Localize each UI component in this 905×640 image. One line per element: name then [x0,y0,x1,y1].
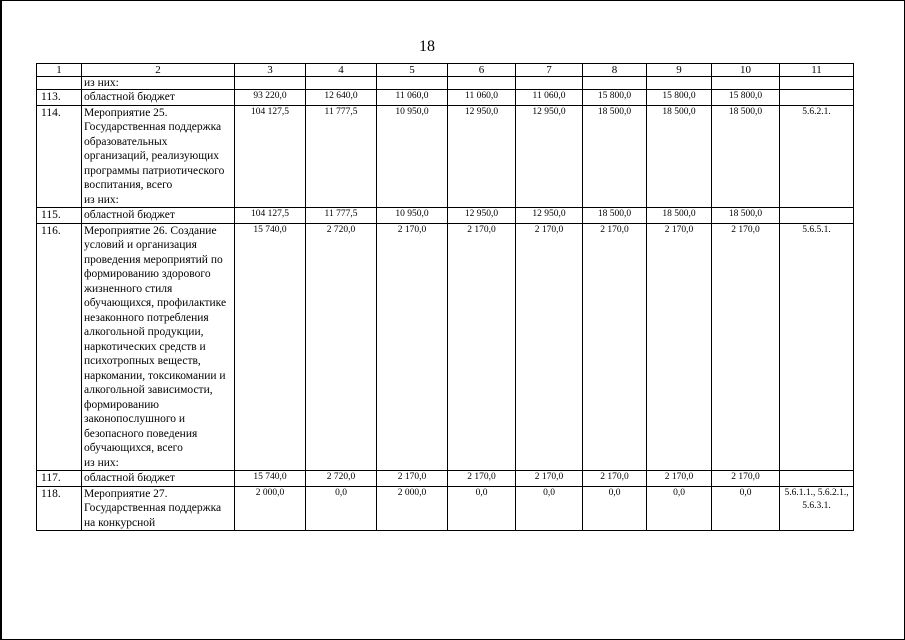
value-cell: 0,0 [647,486,712,531]
row-name: Мероприятие 27. Государственная поддержка на конкурсной [82,486,235,531]
value-cell: 11 060,0 [448,90,516,106]
column-header: 3 [235,64,306,77]
code-cell [780,471,854,487]
value-cell: 2 170,0 [377,223,448,471]
code-cell: 5.6.5.1. [780,223,854,471]
value-cell: 12 640,0 [306,90,377,106]
value-cell: 15 800,0 [712,90,780,106]
row-name: областной бюджет [82,90,235,106]
value-cell: 18 500,0 [647,105,712,208]
row-number: 117. [37,471,82,487]
row-subheader: из них: [84,456,119,469]
row-number: 113. [37,90,82,106]
column-header: 5 [377,64,448,77]
column-header: 1 [37,64,82,77]
value-cell: 12 950,0 [448,105,516,208]
column-header: 7 [516,64,583,77]
value-cell: 2 000,0 [377,486,448,531]
code-cell: 5.6.2.1. [780,105,854,208]
column-header: 2 [82,64,235,77]
page-number: 18 [419,38,435,55]
value-cell: 2 170,0 [647,471,712,487]
value-cell: 2 170,0 [448,223,516,471]
table-row [37,77,854,90]
value-cell: 0,0 [448,486,516,531]
value-cell: 15 740,0 [235,471,306,487]
subheader-text: из них: [82,77,235,90]
value-cell: 18 500,0 [583,105,647,208]
column-header: 10 [712,64,780,77]
code-cell [780,90,854,106]
value-cell: 0,0 [516,486,583,531]
value-cell: 2 170,0 [583,471,647,487]
row-name-cell [82,105,235,208]
table-row [37,90,854,106]
value-cell: 2 170,0 [516,471,583,487]
value-cell: 2 170,0 [712,471,780,487]
code-cell: 5.6.1.1., 5.6.2.1., 5.6.3.1. [780,486,854,531]
value-cell: 0,0 [712,486,780,531]
value-cell: 12 950,0 [516,208,583,224]
row-name: Мероприятие 25. Государственная поддержка образовательных организаций, реализующих программы патриотического воспитания, всего [84,106,225,191]
value-cell: 12 950,0 [516,105,583,208]
row-name: Мероприятие 26. Создание условий и организация проведения мероприятий по формированию здорового жизненного стиля обучающихся, профилактике незаконного потребления алкогольной продукции, наркотических средств и психотропных веществ, наркомании, токсикомании и алкогольной зависимости, формированию законопослушного и безопасного поведения обучающихся, всего [84,224,227,454]
value-cell: 11 777,5 [306,105,377,208]
value-cell: 2 170,0 [583,223,647,471]
table-row [37,208,854,224]
value-cell: 18 500,0 [712,105,780,208]
value-cell: 93 220,0 [235,90,306,106]
value-cell: 15 800,0 [583,90,647,106]
value-cell: 0,0 [306,486,377,531]
row-number: 118. [37,486,82,531]
value-cell: 2 000,0 [235,486,306,531]
value-cell: 2 720,0 [306,223,377,471]
column-header: 9 [647,64,712,77]
row-name: областной бюджет [82,208,235,224]
value-cell: 2 170,0 [712,223,780,471]
value-cell: 18 500,0 [712,208,780,224]
value-cell: 2 170,0 [377,471,448,487]
table-row [37,471,854,487]
scan-edge [0,0,2,640]
row-number: 116. [37,223,82,471]
row-subheader: из них: [84,193,119,206]
value-cell: 15 800,0 [647,90,712,106]
value-cell: 11 060,0 [377,90,448,106]
row-name-cell [82,223,235,471]
table-row [37,105,854,208]
value-cell: 12 950,0 [448,208,516,224]
row-number: 115. [37,208,82,224]
header-row [37,64,854,77]
row-name: областной бюджет [82,471,235,487]
value-cell: 18 500,0 [647,208,712,224]
value-cell: 2 170,0 [647,223,712,471]
value-cell: 11 777,5 [306,208,377,224]
value-cell: 2 170,0 [516,223,583,471]
value-cell: 15 740,0 [235,223,306,471]
value-cell: 18 500,0 [583,208,647,224]
row-number: 114. [37,105,82,208]
value-cell: 104 127,5 [235,105,306,208]
table-row [37,486,854,531]
column-header: 11 [780,64,854,77]
value-cell: 2 170,0 [448,471,516,487]
value-cell: 2 720,0 [306,471,377,487]
value-cell: 104 127,5 [235,208,306,224]
column-header: 4 [306,64,377,77]
code-cell [780,208,854,224]
column-header: 8 [583,64,647,77]
value-cell: 11 060,0 [516,90,583,106]
value-cell: 0,0 [583,486,647,531]
column-header: 6 [448,64,516,77]
budget-table [36,63,854,531]
value-cell: 10 950,0 [377,105,448,208]
table-row [37,223,854,471]
value-cell: 10 950,0 [377,208,448,224]
